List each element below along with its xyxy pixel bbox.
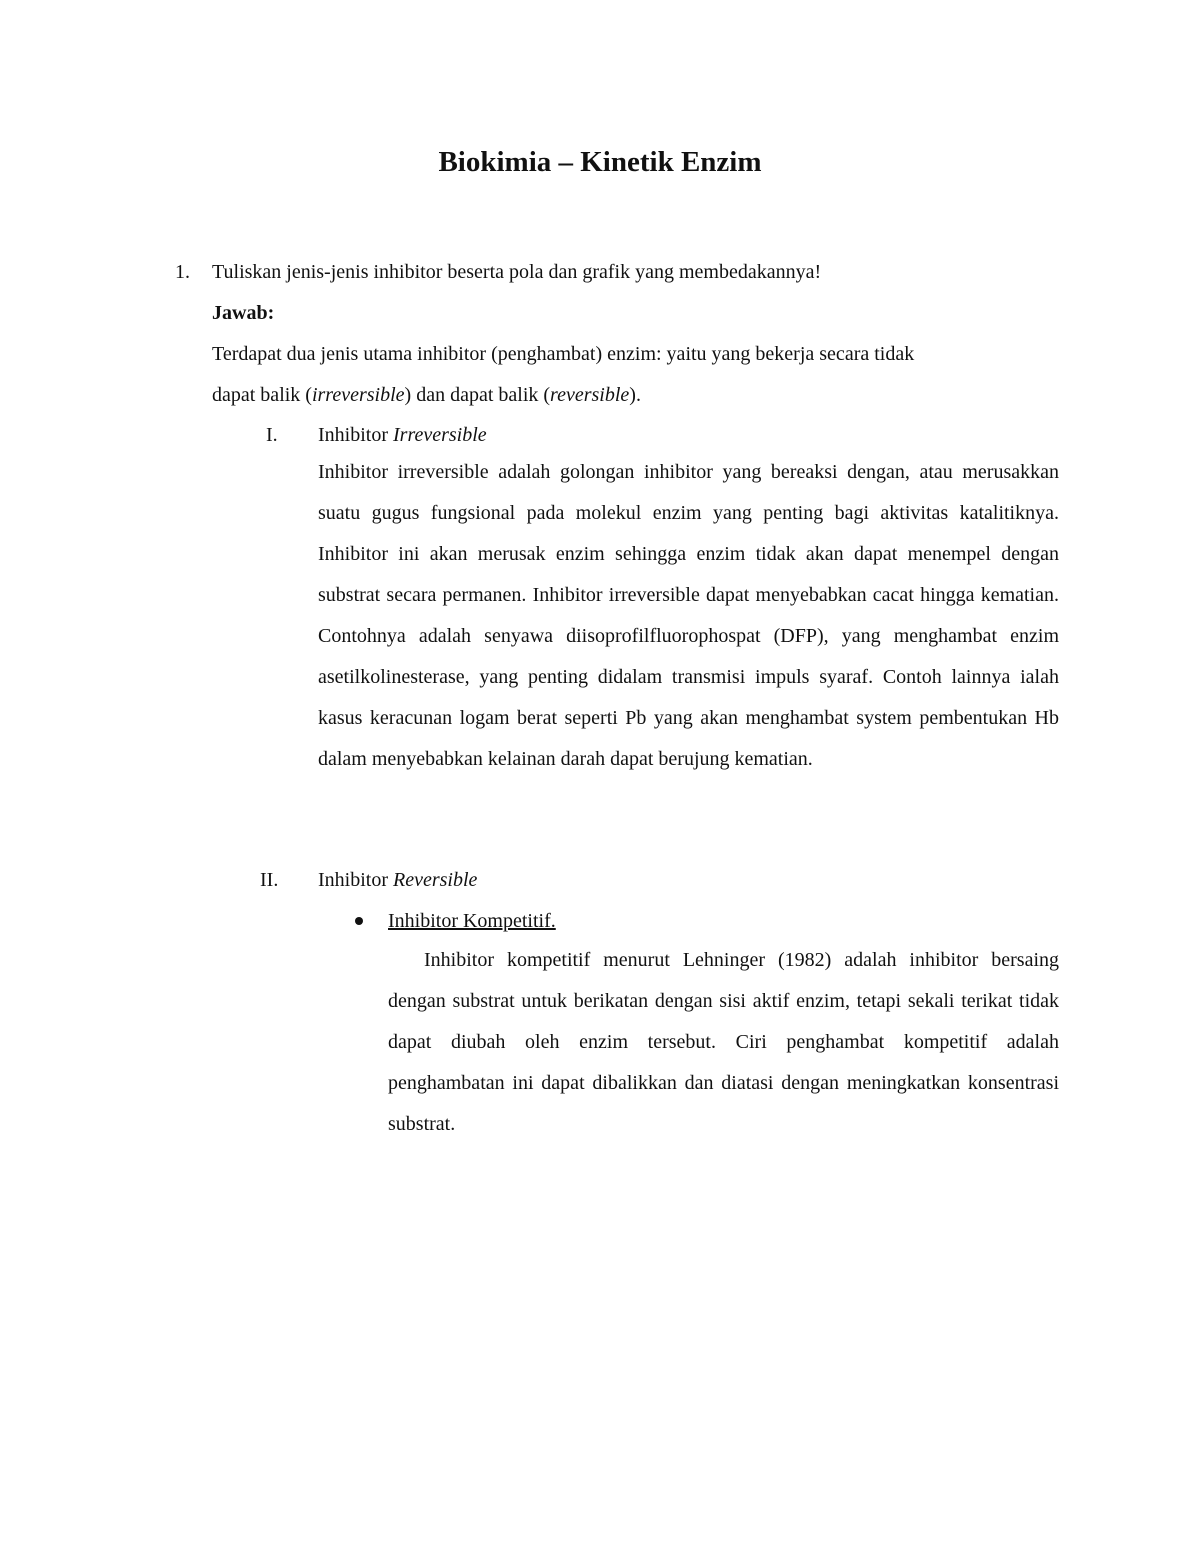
intro-italic-irreversible: irreversible — [311, 384, 405, 406]
intro-text-a: dapat balik ( — [212, 384, 312, 406]
section-1-label: Inhibitor — [318, 424, 393, 446]
section-1-paragraph: Inhibitor irreversible adalah golongan inhibitor yang bereaksi dengan, atau merusakkan suatu gugus fungsional pada molekul enzim yang penting bagi aktivitas katalitiknya. Inhibitor ini akan merusak enzim sehingga enzim tidak akan dapat menempel dengan substrat secara permanen. Inhibitor irreversible dapat menyebabkan cacat hingga kematian. Contohnya adalah senyawa diisoprofilfluorophospat (DFP), yang menghambat enzim asetilkolinesterase, yang penting didalam transmisi impuls syaraf. Contoh lainnya ialah kasus keracunan logam berat seperti Pb yang akan menghambat system pembentukan Hb dalam menyebabkan kelainan darah dapat berujung kematian. — [318, 461, 1059, 770]
bullet-icon — [355, 917, 363, 925]
section-2-paragraph: Inhibitor kompetitif menurut Lehninger (1982) adalah inhibitor bersaing dengan substrat untuk berikatan dengan sisi aktif enzim, tetapi sekali terikat tidak dapat diubah oleh enzim tersebut. Ciri penghambat kompetitif adalah penghambatan ini dapat dibalikkan dan diatasi dengan meningkatkan konsentrasi substrat. — [388, 949, 1059, 1135]
section-1-heading — [318, 422, 487, 448]
section-1-numeral: I. — [266, 424, 278, 446]
intro-line-1: Terdapat dua jenis utama inhibitor (penghambat) enzim: yaitu yang bekerja secara tidak — [212, 343, 915, 365]
section-2-numeral: II. — [260, 869, 279, 891]
question-number: 1. — [175, 261, 190, 283]
intro-line-2 — [212, 382, 641, 408]
section-2-label-italic: Reversible — [393, 869, 478, 891]
intro-text-c: ). — [629, 384, 641, 406]
section-2-label: Inhibitor — [318, 869, 393, 891]
page-title: Biokimia – Kinetik Enzim — [438, 146, 762, 178]
intro-italic-reversible: reversible — [550, 384, 630, 406]
intro-text-b: ) dan dapat balik ( — [404, 384, 551, 406]
bullet-heading: Inhibitor Kompetitif. — [388, 910, 556, 932]
section-2-heading — [318, 867, 477, 893]
answer-label: Jawab: — [212, 302, 275, 324]
section-1-label-italic: Irreversible — [393, 424, 487, 446]
question-text: Tuliskan jenis-jenis inhibitor beserta pola dan grafik yang membedakannya! — [212, 261, 822, 283]
